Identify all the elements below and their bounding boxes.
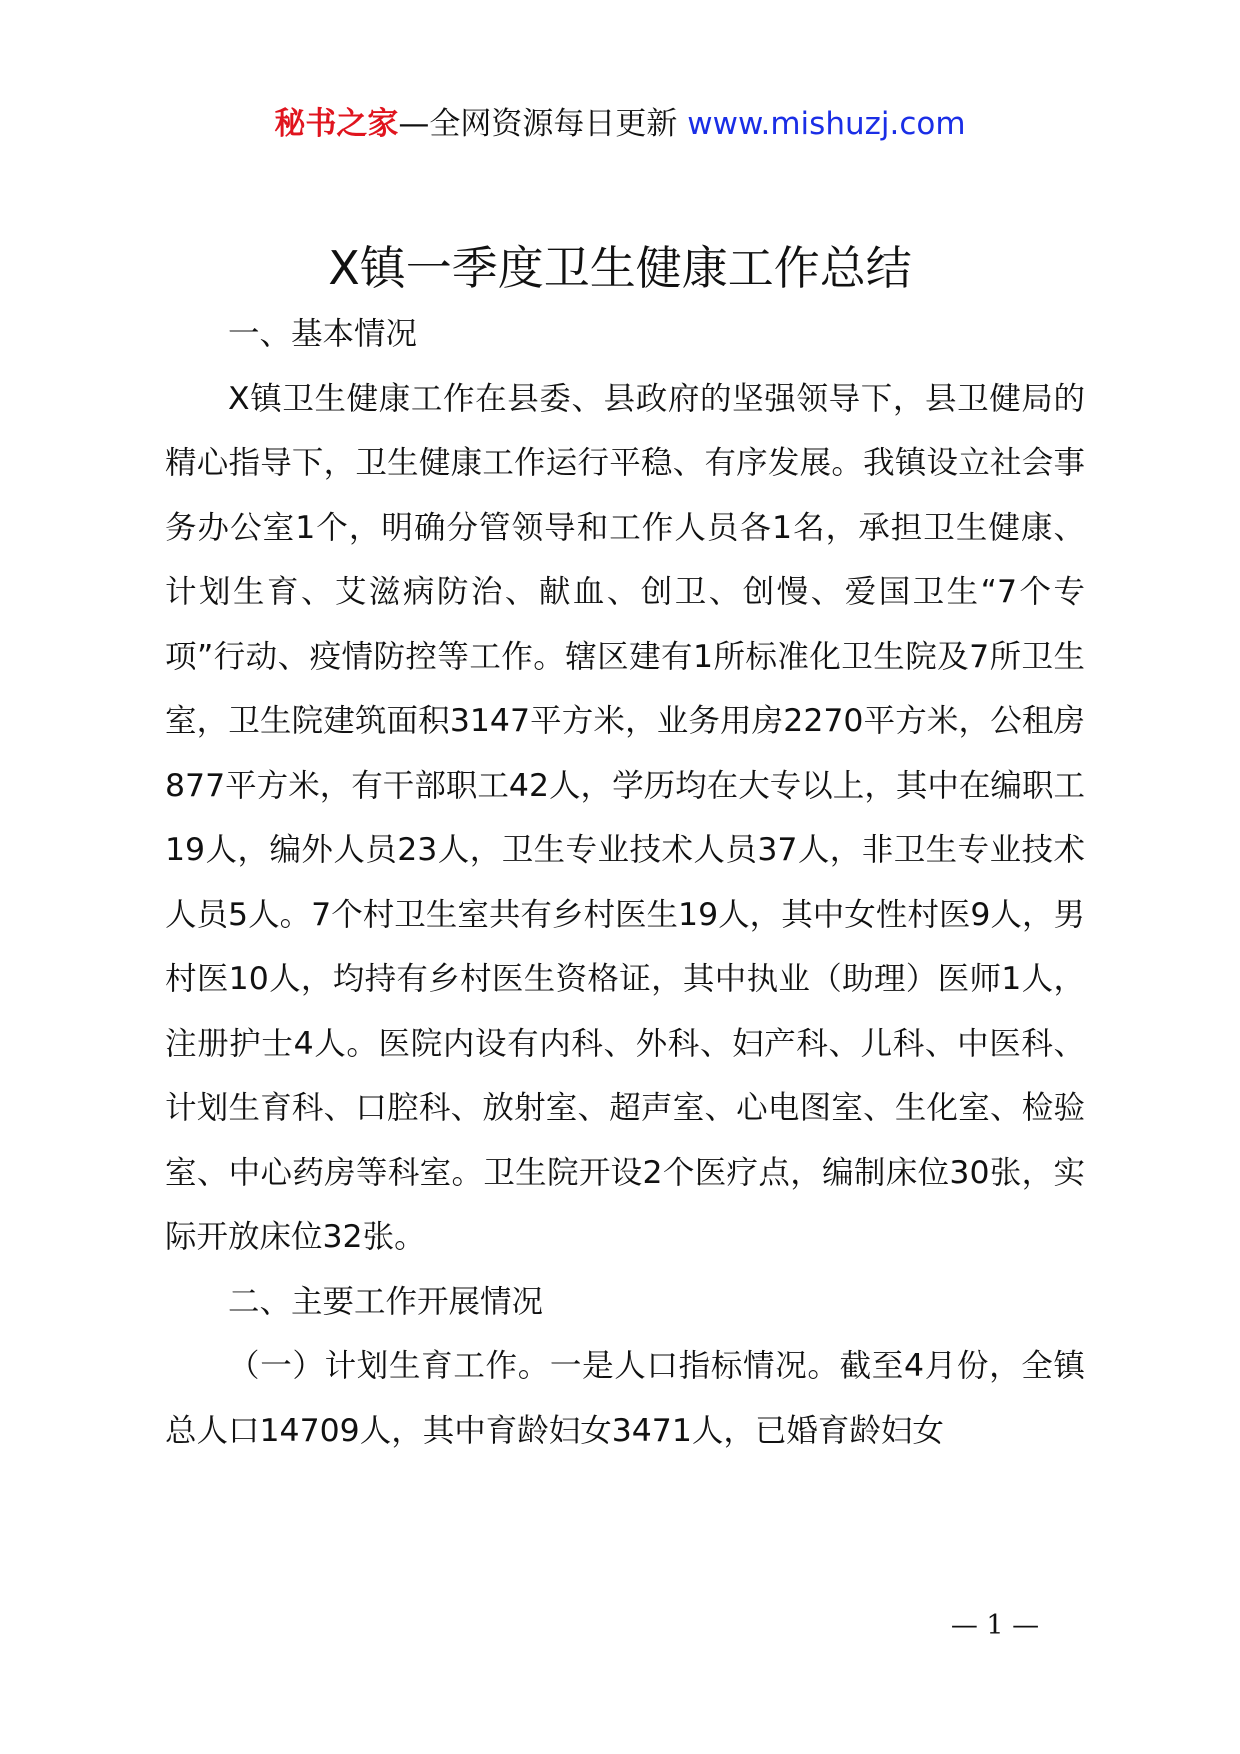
header-slogan: —全网资源每日更新 <box>398 106 678 142</box>
section-heading-main-work: 二、主要工作开展情况 <box>228 1283 544 1320</box>
header-banner <box>0 100 1240 148</box>
paragraph-basic-situation: X镇卫生健康工作在县委、县政府的坚强领导下，县卫健局的精心指导下，卫生健康工作运行平稳、有序发展。我镇设立社会事务办公室1个，明确分管领导和工作人员各1名，承担卫生健康、计划生育、艾滋病防治、献血、创卫、创慢、爱国卫生“7个专项”行动、疫情防控等工作。辖区建有1所标准化卫生院及7所卫生室，卫生院建筑面积3147平方米，业务用房2270平方米，公租房877平方米，有干部职工42人，学历均在大专以上，其中在编职工19人，编外人员23人，卫生专业技术人员37人，非卫生专业技术人员5人。7个村卫生室共有乡村医生19人，其中女性村医9人，男村医10人，均持有乡村医生资格证，其中执业（助理）医师1人，注册护士4人。医院内设有内科、外科、妇产科、儿科、中医科、计划生育科、口腔科、放射室、超声室、心电图室、生化室、检验室、中心药房等科室。卫生院开设2个医疗点，编制床位30张，实际开放床位32张。 <box>165 380 1085 1255</box>
paragraph-family-planning: （一）计划生育工作。一是人口指标情况。截至4月份，全镇总人口14709人，其中育龄妇女3471人，已婚育龄妇女 <box>165 1348 1085 1449</box>
brand-name: 秘书之家 <box>274 106 399 142</box>
document-title: X镇一季度卫生健康工作总结 <box>328 241 912 295</box>
page-number: — 1 — <box>950 1610 1040 1641</box>
section-heading-basic: 一、基本情况 <box>228 316 418 352</box>
site-url-link[interactable]: www.mishuzj.com <box>687 106 966 142</box>
document-body <box>165 302 1085 1463</box>
